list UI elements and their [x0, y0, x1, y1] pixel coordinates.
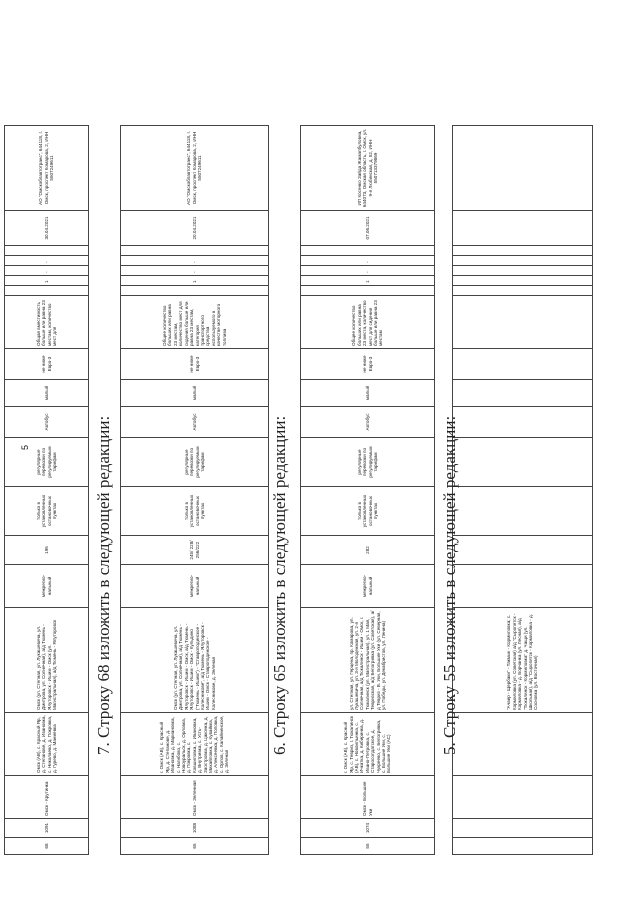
start-date: 20.04.2021	[121, 211, 269, 246]
route-table	[4, 125, 89, 855]
route-name: Омск - Большие Уки	[301, 776, 435, 819]
route-table	[300, 125, 435, 855]
route-type: межрегио-нальный	[121, 565, 269, 608]
carrier-info: АО "Омскоблавтотранс", 644118, г. Омск, проспект Комарова, 2, ИНН 5507249611	[5, 126, 89, 211]
registration-number: 1088	[121, 819, 269, 838]
route-name: Омск - Крутинка	[5, 776, 89, 819]
boarding-order: только в установленных остановочных пунктах	[5, 487, 89, 536]
carrier-info: АО "Омскоблавтотранс", 644118, г. Омск, проспект Комарова, 2, ИНН 5507249611	[121, 126, 269, 211]
route-length: 195	[5, 536, 89, 565]
route-type: межрегио-нальный	[301, 565, 435, 608]
boarding-order: только в установленных остановочных пунктах	[301, 487, 435, 536]
table-row: 65 1088 Омск - Зеленная г. Омск (АВ), с. Красный Яр, д. Степанове, д. Ивановка, д. Мариановка, с. Нагибово, с. Новоуральск, д. Орловка, д. Покровка, с. Ковшиловка, с. Ивановка, д. Внутривка, с. Усть-Заостровка, д. Цаконка, д. Михайловка, с. Кувайкка, д. Алексеевка, д. Поповка, с. Орлов, с. Калайнинское, д. Зеленая Омск (ул. Степная, ул. Лукашевича, ул. Дмитрова, ул. Солнечная), а/д Тюмень - Ялуторовск - Ишим - Омск, а/д Тюмень - Ялуторовск - Ишим - Омск - Кульдино ("Тюмень - Ишим") - "Ставроподинское - Колесникове", а/д Тюмень - Ялуторовск - Ишим - Омск - Ставроподинское - Колесникове, д. Зеленая межрегио-нальный 245/ 228/ 256/222 только в установленных остановочных пунктах регулярные перевозки по регулируемым тарифам Автобус малый не ниже Евро-3 Общее количество больших или равна 23 местам, количество мест для сидения больше или равна 23 местам, категория транспортного средства используемого в качестве моторного топлива 1 - - 20.04.2021 АО "Омскоблавтотранс", 644118, г. Омск, проспект Комарова, 2, ИНН 5507249611	[121, 126, 269, 855]
vehicle-characteristics: Общая вместимость больше или равна 23 местам, количество мест для	[5, 296, 89, 349]
transport-type: регулярные перевозки по регулируемым тарифам	[121, 438, 269, 487]
route-stops: Омск (АВ), с. Красный Яр, д. Степанове, д. Ивановка, с. Николаево, д. Покровка, д. Гурево, д. Маниевка	[5, 713, 89, 776]
row-number: 55	[301, 838, 435, 855]
carrier-info: ИП Косенко Зайда Жамалбуловна, 644073, Омская область, г. Омск, ул. 9-я Любинская, д. 52, ИНН 550713379869	[301, 126, 435, 211]
vehicle-quantity: 1	[5, 276, 89, 286]
registration-number: 1091	[5, 819, 89, 838]
table-row: 55 1074 Омск - Большие Уки г. Омск (АВ), с. Красный Яр, с. Тевриз, г. Тюкалинск (АВ), с. Новоильинка, с. Ичкатка, д. Кибиринка, д. Ивано-Петровка, с. Старосолдатское, д. Чукреево, с. Белогривка, с. Большие Уки, с. Большие Уки (АС) ул. Степная, ул. Герцена, пр. Комарова, ул. Лукашевича, ул. 3-я Молодежная, ул. 2-я Солнечная, а/д Тюкалинск - Ишим - Омск, г. Тюкалинск (ул. Магистральная), ул. 1 Мая, Тевризская, а/д Белогривка (ул. Советская), а/д Тевриз - В. Уки, Большие Уки (ул. Северная, ул. Победы, ул. Декабристов, ул. Ленина) межрегио-нальный 282 только в установленных остановочных пунктах регулярные перевозки по регулируемым тарифам Автобус малый не ниже Евро-3 Общее количество больших или равна 23 места, количество мест для сидения больше или равна 23 местам 1 - - 07.06.2021 ИП Косенко Зайда Жамалбуловна, 644073, Омская область, г. Омск, ул. 9-я Любинская, д. 52, ИНН 550713379869	[301, 126, 435, 855]
vehicle-type: Автобус	[121, 407, 269, 438]
continuation-table	[452, 125, 593, 855]
eco-class: не ниже Евро-3	[5, 349, 89, 380]
vehicle-type: Автобус	[5, 407, 89, 438]
table-row	[453, 126, 593, 855]
page-number: 5	[20, 444, 30, 450]
table-row: 68 1091 Омск - Крутинка Омск (АВ), с. Красный Яр, д. Степанове, д. Ивановка, с. Николаево, д. Покровка, д. Гурево, д. Маниевка Омск (ул. Степная, ул. Лукашевича, ул. Дмитрова, ул. Солнечная), а/д Тюмень - Ялуторовск - Ишим - Омск (ул. Магистральная), а/д Тюмень - Ялуторовск межрегио-нальный 195 только в установленных остановочных пунктах регулярные перевозки по регулируемым тарифам Автобус малый не ниже Евро-3 Общая вместимость больше или равна 23 местам, количество мест для 1 - - 30.04.2021 АО "Омскоблавтотранс", 644118, г. Омск, проспект Комарова, 2, ИНН 5507249611	[5, 126, 89, 855]
route-length: 245/ 228/ 256/222	[121, 536, 269, 565]
boarding-order: только в установленных остановочных пунктах	[121, 487, 269, 536]
row-number: 68	[5, 838, 89, 855]
row-number: 65	[121, 838, 269, 855]
route-streets: Омск (ул. Степная, ул. Лукашевича, ул. Дмитрова, ул. Солнечная), а/д Тюмень - Ялуторовск - Ишим - Омск (ул. Магистральная), а/д Тюмень - Ялуторовск	[5, 608, 89, 713]
vehicle-characteristics: Общее количество больших или равна 23 места, количество мест для сидения больше или равна 23 местам	[301, 296, 435, 349]
route-type: межрегио-нальный	[5, 565, 89, 608]
section-heading: 5. Строку 55 изложить в следующей редакции:	[440, 415, 459, 755]
vehicle-quantity: 1	[121, 276, 269, 286]
vehicle-type: Автобус	[301, 407, 435, 438]
start-date: 30.04.2021	[5, 211, 89, 246]
start-date: 07.06.2021	[301, 211, 435, 246]
route-name: Омск - Зеленная	[121, 776, 269, 819]
transport-type: регулярные перевозки по регулируемым тарифам	[5, 438, 89, 487]
transport-type: регулярные перевозки по регулируемым тарифам	[301, 438, 435, 487]
eco-class: не ниже Евро-3	[121, 349, 269, 380]
route-table	[120, 125, 269, 855]
section-heading: 7. Строку 68 изложить в следующей редакции:	[94, 415, 113, 755]
route-streets: ул. Степная, ул. Герцена, пр. Комарова, ул. Лукашевича, ул. 3-я Молодежная, ул. 2-я Солнечная, а/д Тюкалинск - Ишим - Омск, г. Тюкалинск (ул. Магистральная), ул. 1 Мая, Тевризская, а/д Белогривка (ул. Советская), а/д Тевриз - В. Уки, Большие Уки (ул. Северная, ул. Победы, ул. Декабристов, ул. Ленина)	[301, 608, 435, 713]
streets-cell: "Ачаир - Щербаки" - Такмык - Кормиловка; с. Кормиловка (ул. Советская) а/д "Сыропятск - Кормиловка - д. Борчанка (ул. Лесная), а/д "Тюкалинск - Кормиловка" д. Чащи (ул. Школьная), а/д "Сыропятск - Кормиловка - д. Сосновка (ул. Восточная)	[453, 608, 593, 713]
route-streets: Омск (ул. Степная, ул. Лукашевича, ул. Дмитрова, ул. Солнечная), а/д Тюмень - Ялуторовск - Ишим - Омск, а/д Тюмень - Ялуторовск - Ишим - Омск - Кульдино ("Тюмень - Ишим") - "Ставроподинское - Колесникове", а/д Тюмень - Ялуторовск - Ишим - Омск - Ставроподинское - Колесникове, д. Зеленая	[121, 608, 269, 713]
vehicle-characteristics: Общее количество больших или равна 23 местам, количество мест для сидения больше или равна 23 местам, категория транспортного средства используемого в качестве моторного топлива	[121, 296, 269, 349]
route-stops: г. Омск (АВ), с. Красный Яр, д. Степанове, д. Ивановка, д. Мариановка, с. Нагибово, с. Новоуральск, д. Орловка, д. Покровка, с. Ковшиловка, с. Ивановка, д. Внутривка, с. Усть-Заостровка, д. Цаконка, д. Михайловка, с. Кувайкка, д. Алексеевка, д. Поповка, с. Орлов, с. Калайнинское, д. Зеленая	[121, 713, 269, 776]
vehicle-quantity: 1	[301, 276, 435, 286]
vehicle-class: малый	[5, 380, 89, 407]
route-length: 282	[301, 536, 435, 565]
vehicle-class: малый	[301, 380, 435, 407]
eco-class: не ниже Евро-3	[301, 349, 435, 380]
route-stops: г. Омск (АВ), с. Красный Яр, с. Тевриз, г. Тюкалинск (АВ), с. Новоильинка, с. Ичкатка, д. Кибиринка, д. Ивано-Петровка, с. Старосолдатское, д. Чукреево, с. Белогривка, с. Большие Уки, с. Большие Уки (АС)	[301, 713, 435, 776]
registration-number: 1074	[301, 819, 435, 838]
vehicle-class: малый	[121, 380, 269, 407]
section-heading: 6. Строку 65 изложить в следующей редакции:	[270, 415, 289, 755]
